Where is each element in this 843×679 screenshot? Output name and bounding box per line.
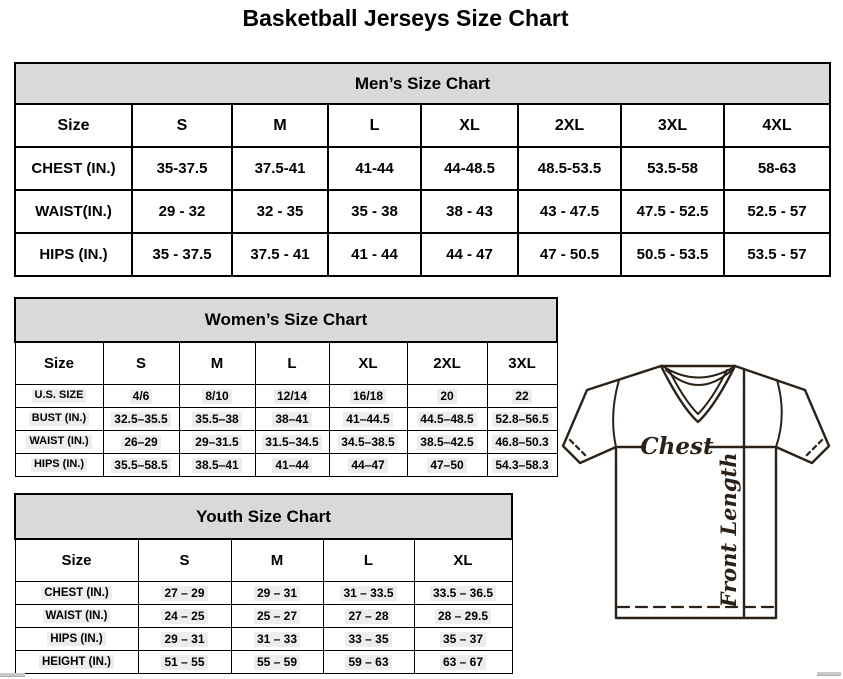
table-row <box>15 431 557 454</box>
table-row <box>15 582 512 605</box>
row-label: U.S. SIZE <box>32 389 87 403</box>
table-cell: 31.5–34.5 <box>262 435 321 450</box>
column-header: 2XL <box>518 104 621 147</box>
table-cell: 35 - 38 <box>328 190 421 233</box>
table-cell: 12/14 <box>274 389 310 404</box>
table-row <box>15 605 512 628</box>
table-cell: 8/10 <box>202 389 231 404</box>
table-cell: 55 – 59 <box>254 655 300 670</box>
table-cell: 59 – 63 <box>345 655 391 670</box>
table-cell: 58-63 <box>724 147 830 190</box>
front-length-label: Front Length <box>716 452 741 608</box>
row-label: HEIGHT (IN.) <box>39 655 114 669</box>
row-label: CHEST (IN.) <box>15 147 132 190</box>
table-cell: 63 – 67 <box>440 655 486 670</box>
horizontal-scrollbar-fragment-right[interactable] <box>817 672 841 676</box>
table-cell: 46.8–50.3 <box>492 435 551 450</box>
table-cell: 44–47 <box>348 458 387 473</box>
table-cell: 54.3–58.3 <box>492 458 551 473</box>
table-cell: 35.5–58.5 <box>111 458 170 473</box>
table-cell: 44.5–48.5 <box>417 412 476 427</box>
table-cell: 33 – 35 <box>345 632 391 647</box>
table-cell: 37.5-41 <box>232 147 328 190</box>
table-cell: 31 – 33.5 <box>340 586 396 601</box>
table-cell: 35-37.5 <box>132 147 232 190</box>
table-cell: 47.5 - 52.5 <box>621 190 724 233</box>
table-cell: 22 <box>512 389 531 404</box>
table-row <box>15 651 512 674</box>
column-header: M <box>232 104 328 147</box>
table-cell: 41 - 44 <box>328 233 421 276</box>
table-cell: 29–31.5 <box>192 435 241 450</box>
jersey-body-outline <box>563 366 829 618</box>
row-label: WAIST (IN.) <box>43 609 111 623</box>
table-cell: 28 – 29.5 <box>435 609 491 624</box>
womens-size-table <box>14 297 558 477</box>
table-cell: 34.5–38.5 <box>338 435 397 450</box>
table-cell: 44 - 47 <box>421 233 518 276</box>
row-label: HIPS (IN.) <box>47 632 105 646</box>
mens-table-header: Men’s Size Chart <box>15 63 830 104</box>
row-label: WAIST (IN.) <box>26 435 91 449</box>
column-header: 3XL <box>621 104 724 147</box>
table-cell: 32 - 35 <box>232 190 328 233</box>
table-cell: 38 - 43 <box>421 190 518 233</box>
table-cell: 51 – 55 <box>161 655 207 670</box>
column-header: 4XL <box>724 104 830 147</box>
jersey-outline-svg <box>557 360 841 636</box>
table-cell: 27 – 28 <box>345 609 391 624</box>
table-cell: 24 – 25 <box>161 609 207 624</box>
table-row <box>15 454 557 477</box>
youth-table-header: Youth Size Chart <box>15 494 512 539</box>
table-cell: 50.5 - 53.5 <box>621 233 724 276</box>
table-row <box>15 233 830 276</box>
table-cell: 26–29 <box>121 435 160 450</box>
table-cell: 31 – 33 <box>254 632 300 647</box>
column-header: L <box>323 539 414 582</box>
table-cell: 29 – 31 <box>254 586 300 601</box>
size-label: Size <box>15 539 138 582</box>
row-label: HIPS (IN.) <box>15 233 132 276</box>
table-cell: 29 – 31 <box>161 632 207 647</box>
table-cell: 32.5–35.5 <box>111 412 170 427</box>
row-label: CHEST (IN.) <box>41 586 112 600</box>
table-row <box>15 628 512 651</box>
table-cell: 33.5 – 36.5 <box>430 586 496 601</box>
table-cell: 43 - 47.5 <box>518 190 621 233</box>
table-cell: 53.5 - 57 <box>724 233 830 276</box>
table-cell: 41–44.5 <box>343 412 392 427</box>
column-header: M <box>179 342 255 385</box>
table-cell: 52.5 - 57 <box>724 190 830 233</box>
table-cell: 37.5 - 41 <box>232 233 328 276</box>
size-label: Size <box>15 104 132 147</box>
table-cell: 35 – 37 <box>440 632 486 647</box>
table-cell: 38–41 <box>272 412 311 427</box>
row-label: HIPS (IN.) <box>31 458 87 472</box>
jersey-measurement-diagram <box>557 360 841 636</box>
jersey-right-seam <box>776 380 782 447</box>
table-cell: 35.5–38 <box>192 412 241 427</box>
table-cell: 38.5–41 <box>192 458 241 473</box>
column-header: XL <box>414 539 512 582</box>
horizontal-scrollbar-fragment-left[interactable] <box>0 673 25 677</box>
column-header: M <box>231 539 323 582</box>
table-cell: 25 – 27 <box>254 609 300 624</box>
chest-label: Chest <box>640 433 714 460</box>
table-cell: 29 - 32 <box>132 190 232 233</box>
column-header: 3XL <box>487 342 557 385</box>
column-header: XL <box>329 342 407 385</box>
column-header: L <box>255 342 329 385</box>
mens-size-table <box>14 62 831 277</box>
table-cell: 44-48.5 <box>421 147 518 190</box>
column-header: S <box>132 104 232 147</box>
table-row <box>15 190 830 233</box>
youth-size-table <box>14 493 513 674</box>
table-cell: 27 – 29 <box>161 586 207 601</box>
table-row <box>15 408 557 431</box>
size-label: Size <box>15 342 103 385</box>
jersey-left-seam <box>613 380 619 447</box>
page-title: Basketball Jerseys Size Chart <box>242 5 569 31</box>
table-cell: 20 <box>437 389 456 404</box>
table-cell: 38.5–42.5 <box>417 435 476 450</box>
table-cell: 4/6 <box>130 389 153 404</box>
column-header: 2XL <box>407 342 487 385</box>
row-label: BUST (IN.) <box>29 412 89 426</box>
column-header: S <box>138 539 231 582</box>
table-cell: 41-44 <box>328 147 421 190</box>
table-cell: 16/18 <box>350 389 386 404</box>
table-cell: 47 - 50.5 <box>518 233 621 276</box>
row-label: WAIST(IN.) <box>15 190 132 233</box>
table-row <box>15 385 557 408</box>
column-header: S <box>103 342 179 385</box>
table-cell: 48.5-53.5 <box>518 147 621 190</box>
table-cell: 52.8–56.5 <box>492 412 551 427</box>
column-header: XL <box>421 104 518 147</box>
table-cell: 35 - 37.5 <box>132 233 232 276</box>
table-cell: 41–44 <box>272 458 311 473</box>
table-cell: 53.5-58 <box>621 147 724 190</box>
column-header: L <box>328 104 421 147</box>
womens-table-header: Women’s Size Chart <box>15 298 557 342</box>
table-row <box>15 147 830 190</box>
table-cell: 47–50 <box>427 458 466 473</box>
